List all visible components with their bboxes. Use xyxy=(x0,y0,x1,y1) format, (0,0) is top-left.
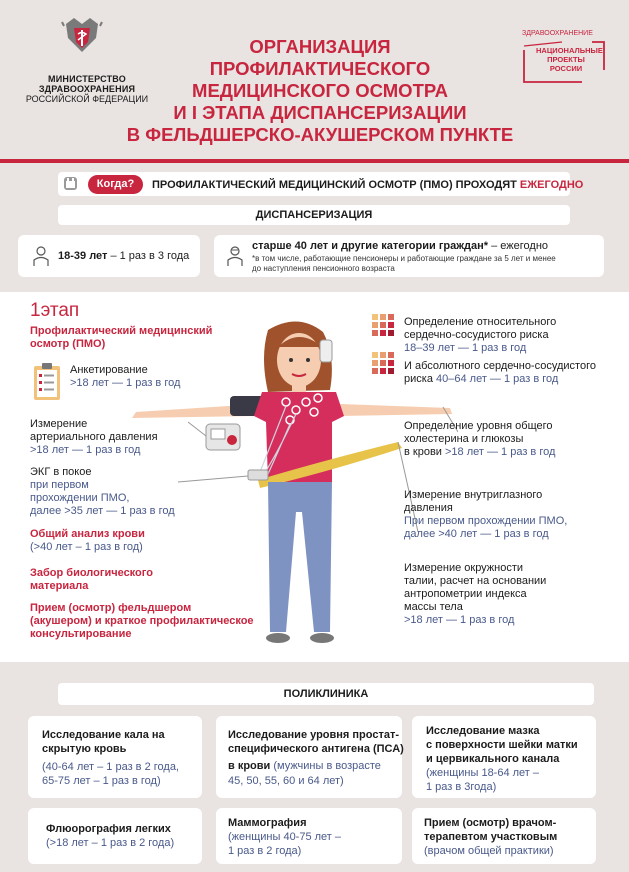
chol-title: холестерина и глюкозы xyxy=(404,433,524,445)
elderly-person-icon xyxy=(226,245,244,267)
title-line: МЕДИЦИНСКОГО ОСМОТРА xyxy=(192,80,448,101)
anketa-title: Анкетирование xyxy=(70,364,148,376)
card-heading: Флюорография легких xyxy=(46,823,171,835)
waist-title: массы тела xyxy=(404,601,463,613)
header-divider xyxy=(0,159,629,163)
page-title xyxy=(126,36,514,146)
chol-title: Определение уровня общего xyxy=(404,420,553,432)
bp-title: Измерение xyxy=(30,418,88,430)
age2-note-line: *в том числе, работающие пенсионеры и работающие граждане за 5 лет и менее xyxy=(252,254,556,263)
card-body: (40-64 лет – 1 раз в 2 года, xyxy=(42,761,179,773)
national-projects-logo xyxy=(522,20,612,80)
anketa-freq: >18 лет — 1 раз в год xyxy=(70,377,181,389)
polyclinic-card xyxy=(28,808,202,864)
card-body: (врачом общей практики) xyxy=(424,845,554,857)
when-badge: Когда? xyxy=(88,175,143,194)
card-heading: Прием (осмотр) врачом- xyxy=(424,817,557,829)
priem-line: (акушером) и краткое профилактическое xyxy=(30,615,254,627)
chol-title: в крови xyxy=(404,446,445,458)
card-heading: с поверхности шейки матки xyxy=(426,739,578,751)
eye-title: давления xyxy=(404,502,453,514)
risk-grid-icon xyxy=(372,352,394,379)
age2-bold: старше 40 лет и другие категории граждан* xyxy=(252,240,489,252)
card-heading: Маммография xyxy=(228,817,307,829)
card-heading: в крови xyxy=(228,760,274,772)
polyclinic-card xyxy=(28,716,202,798)
waist-title: антропометрии индекса xyxy=(404,588,527,600)
eye-freq: далее >40 лет — 1 раз в год xyxy=(404,528,549,540)
waist-freq: >18 лет — 1 раз в год xyxy=(404,614,515,626)
card-heading: специфического антигена (ПСА) xyxy=(228,743,404,755)
card-body: 1 раз в 3года) xyxy=(426,781,497,793)
card-heading: Исследование уровня простат- xyxy=(228,729,400,741)
when-text xyxy=(152,179,583,191)
age-card-40plus xyxy=(214,235,604,277)
risk2-title: риска xyxy=(404,373,436,385)
card-heading: скрытую кровь xyxy=(42,743,127,755)
title-line: И I ЭТАПА ДИСПАНСЕРИЗАЦИИ xyxy=(173,102,467,123)
card-heading: терапевтом участковым xyxy=(424,831,558,843)
waist-label xyxy=(404,562,546,627)
pmo-title xyxy=(30,325,212,351)
oak-title: Общий анализ крови xyxy=(30,528,145,540)
stage-title: 1этап xyxy=(30,300,80,321)
person-icon xyxy=(32,245,50,267)
eye-title: Измерение внутриглазного xyxy=(404,489,543,501)
risk2-freq: 40–64 лет — 1 раз в год xyxy=(436,373,559,385)
dispanserization-title: ДИСПАНСЕРИЗАЦИЯ xyxy=(58,205,570,225)
chol-freq: >18 лет — 1 раз в год xyxy=(445,446,556,458)
age1-bold: 18-39 лет xyxy=(58,250,108,262)
risk1-label xyxy=(404,316,556,355)
np-line: РОССИИ xyxy=(549,64,583,73)
np-line: ПРОЕКТЫ xyxy=(547,55,585,64)
polyclinic-card xyxy=(412,716,596,798)
card-body: 1 раз в 2 года) xyxy=(228,845,302,857)
title-line: В ФЕЛЬДШЕРСКО-АКУШЕРСКОМ ПУНКТЕ xyxy=(126,124,514,145)
clipboard-icon xyxy=(32,362,62,407)
calendar-icon xyxy=(64,177,77,190)
pmo-line: осмотр (ПМО) xyxy=(30,338,106,350)
card-heading: Исследование мазка xyxy=(426,725,540,737)
np-title xyxy=(536,46,603,73)
age-text-40plus xyxy=(252,240,548,252)
eye-label xyxy=(404,489,567,541)
priem-line: консультирование xyxy=(30,628,132,640)
ministry-emblem xyxy=(60,14,104,62)
pmo-line: Профилактический медицинский xyxy=(30,325,213,337)
card-body: (>18 лет – 1 раз в 2 года) xyxy=(46,837,175,849)
age-card-18-39 xyxy=(18,235,200,277)
card-body: 65-75 лет – 1 раз в год) xyxy=(42,775,161,787)
age-text-18-39 xyxy=(58,250,189,262)
waist-title: талии, расчет на основании xyxy=(404,575,547,587)
polyclinic-card xyxy=(412,808,596,864)
card-body: (мужчины в возрасте xyxy=(273,760,381,772)
bp-title: артериального давления xyxy=(30,431,158,443)
bp-label xyxy=(30,418,158,457)
risk2-title: И абсолютного сердечно-сосудистого xyxy=(404,360,596,372)
risk1-title: сердечно-сосудистого риска xyxy=(404,329,549,341)
priem-label xyxy=(30,602,254,641)
ministry-name xyxy=(22,74,152,104)
when-highlight: ЕЖЕГОДНО xyxy=(519,179,584,191)
ekg-freq: далее >35 лет — 1 раз в год xyxy=(30,505,175,517)
age2-rest: – ежегодно xyxy=(488,240,549,252)
ministry-line2: ЗДРАВООХРАНЕНИЯ xyxy=(38,84,136,94)
risk-grid-icon xyxy=(372,314,394,341)
oak-label xyxy=(30,528,145,554)
card-body: (женщины 18-64 лет – xyxy=(426,767,540,779)
card-heading: Исследование кала на xyxy=(42,729,165,741)
ministry-line1: МИНИСТЕРСТВО xyxy=(48,74,126,84)
np-small-label: ЗДРАВООХРАНЕНИЕ xyxy=(522,30,593,37)
card-heading: и цервикального канала xyxy=(426,753,560,765)
polyclinic-card xyxy=(216,716,402,798)
chol-label xyxy=(404,420,555,459)
age2-note xyxy=(252,254,556,274)
oak-freq: (>40 лет – 1 раз в год) xyxy=(30,541,143,553)
eye-freq: При первом прохождении ПМО, xyxy=(404,515,568,527)
age2-note-line: до наступления пенсионного возраста xyxy=(252,264,395,273)
risk1-freq: 18–39 лет — 1 раз в год xyxy=(404,342,527,354)
when-text-main: ПРОФИЛАКТИЧЕСКИЙ МЕДИЦИНСКИЙ ОСМОТР (ПМО) ПРОХОДЯТ xyxy=(152,179,520,191)
ekg-freq: при первом xyxy=(30,479,89,491)
card-body: (женщины 40-75 лет – xyxy=(228,831,342,843)
ekg-title: ЭКГ в покое xyxy=(30,466,92,478)
risk1-title: Определение относительного xyxy=(404,316,557,328)
priem-line: Прием (осмотр) фельдшером xyxy=(30,602,192,614)
card-body: 45, 50, 55, 60 и 64 лет) xyxy=(228,775,344,787)
age1-rest: – 1 раз в 3 года xyxy=(107,250,190,262)
title-line: ПРОФИЛАКТИЧЕСКОГО xyxy=(209,58,431,79)
polyclinic-title: ПОЛИКЛИНИКА xyxy=(58,683,594,705)
anketa-label xyxy=(70,364,180,390)
waist-title: Измерение окружности xyxy=(404,562,524,574)
np-line: НАЦИОНАЛЬНЫЕ xyxy=(536,46,603,55)
zabor-label xyxy=(30,567,153,593)
polyclinic-card xyxy=(216,808,402,864)
zabor-line: материала xyxy=(30,580,89,592)
zabor-line: Забор биологического xyxy=(30,567,153,579)
ekg-label xyxy=(30,466,175,518)
ekg-freq: прохождении ПМО, xyxy=(30,492,130,504)
ministry-line3: РОССИЙСКОЙ ФЕДЕРАЦИИ xyxy=(25,94,149,104)
risk2-label xyxy=(404,360,596,386)
title-line: ОРГАНИЗАЦИЯ xyxy=(249,36,391,57)
bp-freq: >18 лет — 1 раз в год xyxy=(30,444,141,456)
